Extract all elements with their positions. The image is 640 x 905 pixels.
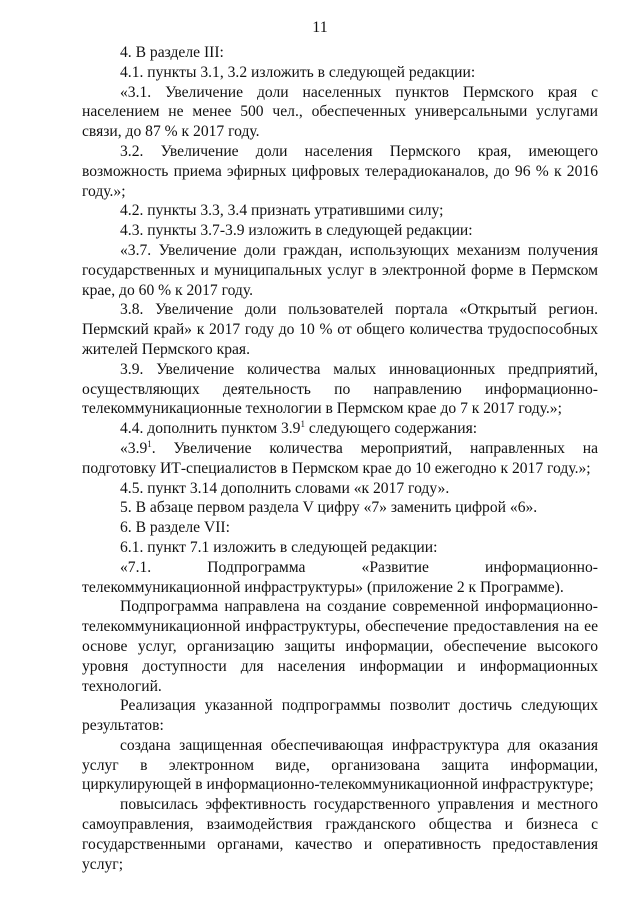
paragraph-result-infrastructure: создана защищенная обеспечивающая инфраструктура для оказания услуг в электронном виде, организована защита информации, циркулирующей в информационно-телекоммуникационной инфраструктуре;	[82, 736, 598, 794]
paragraph-6: 6. В разделе VII:	[120, 519, 230, 537]
paragraph-3-1: «3.1. Увеличение доли населенных пунктов Пермского края с населением не менее 500 чел., обеспеченных универсальными услугами связи, до 87 % к 2017 году.	[82, 83, 598, 141]
paragraph-3-9-1	[82, 439, 598, 479]
paragraph-4-4	[82, 419, 598, 439]
paragraph-4-3: 4.3. пункты 3.7-3.9 изложить в следующей редакции:	[120, 222, 473, 240]
paragraph-subprogram-goal: Подпрограмма направлена на создание современной информационно-телекоммуникационной инфраструктуры, обеспечение предоставления на ее основе услуг, организацию защиты информации, обеспечение высокого уровня доступности для населения информации и информационных технологий.	[82, 598, 598, 695]
superscript-index: 1	[300, 419, 305, 430]
paragraph-3-9-1-text: «3.9	[120, 439, 148, 457]
paragraph-3-2: 3.2. Увеличение доли населения Пермского края, имеющего возможность приема эфирных цифровых телерадиоканалов, до 96 % к 2016 году.»;	[82, 142, 598, 200]
superscript-index: 1	[147, 438, 152, 449]
document-body	[82, 43, 598, 874]
paragraph-4-4-text-end: следующего содержания:	[304, 420, 478, 438]
paragraph-7-1: «7.1. Подпрограмма «Развитие информационно-телекоммуникационной инфраструктуры» (приложение 2 к Программе).	[82, 558, 598, 596]
paragraph-result-efficiency: повысилась эффективность государственного управления и местного самоуправления, взаимодействия гражданского общества и бизнеса с государственными органами, качество и оперативность предоставления услуг;	[82, 796, 598, 873]
paragraph-4-4-text: 4.4. дополнить пунктом 3.9	[120, 420, 301, 438]
paragraph-4-2: 4.2. пункты 3.3, 3.4 признать утратившими силу;	[120, 202, 444, 220]
paragraph-3-9: 3.9. Увеличение количества малых инновационных предприятий, осуществляющих деятельность по направлению информационно-телекоммуникационные технологии в Пермском крае до 7 к 2017 году.»;	[82, 360, 598, 418]
paragraph-6-1: 6.1. пункт 7.1 изложить в следующей редакции:	[120, 538, 438, 556]
paragraph-3-7: «3.7. Увеличение доли граждан, использующих механизм получения государственных и муниципальных услуг в электронной форме в Пермском крае, до 60 % к 2017 году.	[82, 241, 598, 299]
paragraph-4-1: 4.1. пункты 3.1, 3.2 изложить в следующей редакции:	[120, 63, 476, 81]
paragraph-3-9-1-text-end: . Увеличение количества мероприятий, направленных на подготовку ИТ-специалистов в Пермском крае до 10 ежегодно к 2017 году.»;	[82, 439, 598, 477]
paragraph-5: 5. В абзаце первом раздела V цифру «7» заменить цифрой «6».	[120, 499, 538, 517]
paragraph-3-8: 3.8. Увеличение доли пользователей портала «Открытый регион. Пермский край» к 2017 году до 10 % от общего количества трудоспособных жителей Пермского края.	[82, 301, 598, 358]
paragraph-section-3-heading: 4. В разделе III:	[120, 44, 224, 61]
paragraph-4-5: 4.5. пункт 3.14 дополнить словами «к 2017 году».	[120, 479, 450, 497]
page-number: 11	[312, 19, 328, 36]
paragraph-results-intro: Реализация указанной подпрограммы позволит достичь следующих результатов:	[82, 697, 598, 735]
